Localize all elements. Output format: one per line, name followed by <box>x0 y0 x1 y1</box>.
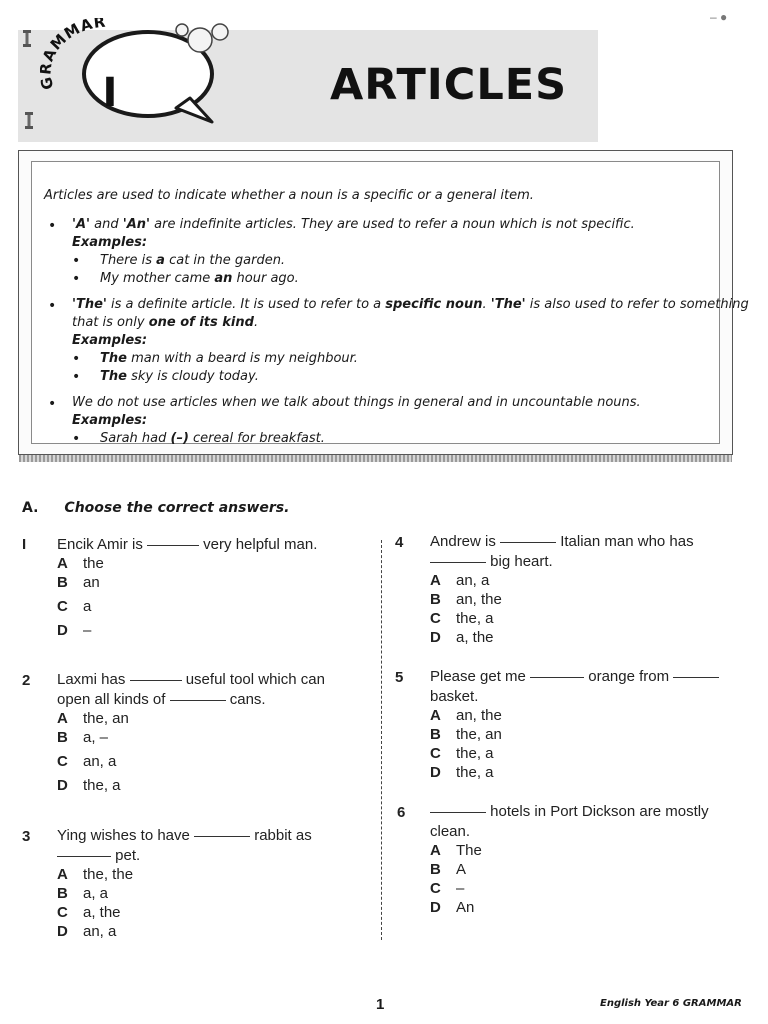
option-b[interactable]: B an <box>57 574 100 591</box>
definite-article-rule: 'The' is a definite article. It is used to refer to a specific noun. 'The' is also used to refer to something <box>72 297 749 312</box>
option-c[interactable]: C the, a <box>430 745 494 762</box>
option-a[interactable]: A the, an <box>57 710 129 727</box>
definite-article-rule-cont: that is only one of its kind. <box>72 315 259 330</box>
info-content <box>31 161 749 447</box>
articles-info-box <box>18 150 749 455</box>
option-a[interactable]: A an, a <box>430 572 490 589</box>
question-stem-cont: pet. <box>57 847 140 864</box>
pushpin-icon <box>22 30 32 48</box>
column-divider <box>381 540 382 940</box>
pushpin-icon <box>24 112 34 130</box>
option-d[interactable]: D the, a <box>430 764 494 781</box>
corner-mark: – ● <box>710 10 728 24</box>
question-stem: Andrew is Italian man who has <box>430 533 694 550</box>
option-d[interactable]: D – <box>57 622 92 639</box>
option-a[interactable]: A The <box>430 842 482 859</box>
example-line: There is a cat in the garden. <box>100 253 286 268</box>
option-c[interactable]: C an, a <box>57 753 117 770</box>
book-title: English Year 6 GRAMMAR <box>600 998 742 1009</box>
bullet: • <box>72 431 81 447</box>
bullet: • <box>72 271 81 287</box>
example-line: The sky is cloudy today. <box>100 369 259 384</box>
section-heading: A. Choose the correct answers. <box>22 500 290 516</box>
question-stem-cont: big heart. <box>430 553 553 570</box>
bullet: • <box>72 369 81 385</box>
question-stem: Ying wishes to have rabbit as <box>57 827 312 844</box>
question-number: 5 <box>395 669 404 686</box>
question-number: 4 <box>395 534 404 551</box>
bullet: • <box>72 253 81 269</box>
page-title: ARTICLES <box>330 60 568 110</box>
question-number: 6 <box>397 804 406 821</box>
example-line: Sarah had (–) cereal for breakfast. <box>100 431 325 446</box>
question-stem: Laxmi has useful tool which can <box>57 671 325 688</box>
bullet: • <box>72 351 81 367</box>
examples-label: Examples: <box>72 333 148 348</box>
no-article-rule: We do not use articles when we talk about things in general and in uncountable nouns. <box>72 395 641 410</box>
option-a[interactable]: A an, the <box>430 707 502 724</box>
option-c[interactable]: C a, the <box>57 904 121 921</box>
indefinite-article-rule: 'A' and 'An' are indefinite articles. They are used to refer a noun which is not specific. <box>72 217 635 232</box>
bullet: • <box>48 396 57 412</box>
question-number: I <box>22 536 27 553</box>
option-b[interactable]: B a, a <box>57 885 109 902</box>
option-b[interactable]: B the, an <box>430 726 502 743</box>
bullet: • <box>48 298 57 314</box>
option-c[interactable]: C the, a <box>430 610 494 627</box>
question-stem: Please get me orange from <box>430 668 719 685</box>
example-line: My mother came an hour ago. <box>100 271 299 286</box>
examples-label: Examples: <box>72 413 148 428</box>
option-c[interactable]: C – <box>430 880 465 897</box>
chapter-number: I <box>102 70 118 116</box>
question-stem: hotels in Port Dickson are mostly <box>430 803 709 820</box>
example-line: The man with a beard is my neighbour. <box>100 351 358 366</box>
info-intro: Articles are used to indicate whether a noun is a specific or a general item. <box>44 188 534 203</box>
question-stem-cont: open all kinds of cans. <box>57 691 266 708</box>
option-d[interactable]: D an, a <box>57 923 117 940</box>
option-d[interactable]: D a, the <box>430 629 494 646</box>
question-stem-cont: clean. <box>430 823 471 840</box>
option-d[interactable]: D An <box>430 899 475 916</box>
bullet: • <box>48 218 57 234</box>
badge-word: AMMAR <box>40 18 108 65</box>
option-b[interactable]: B a, – <box>57 729 109 746</box>
option-b[interactable]: B an, the <box>430 591 502 608</box>
option-b[interactable]: B A <box>430 861 467 878</box>
examples-label: Examples: <box>72 235 148 250</box>
option-a[interactable]: A the, the <box>57 866 134 883</box>
option-a[interactable]: A the <box>57 555 104 572</box>
page-number: 1 <box>376 996 385 1013</box>
option-c[interactable]: C a <box>57 598 92 615</box>
question-stem-cont: basket. <box>430 688 479 705</box>
question-number: 3 <box>22 828 31 845</box>
question-stem: Encik Amir is very helpful man. <box>57 536 318 553</box>
option-d[interactable]: D the, a <box>57 777 121 794</box>
question-number: 2 <box>22 672 31 689</box>
